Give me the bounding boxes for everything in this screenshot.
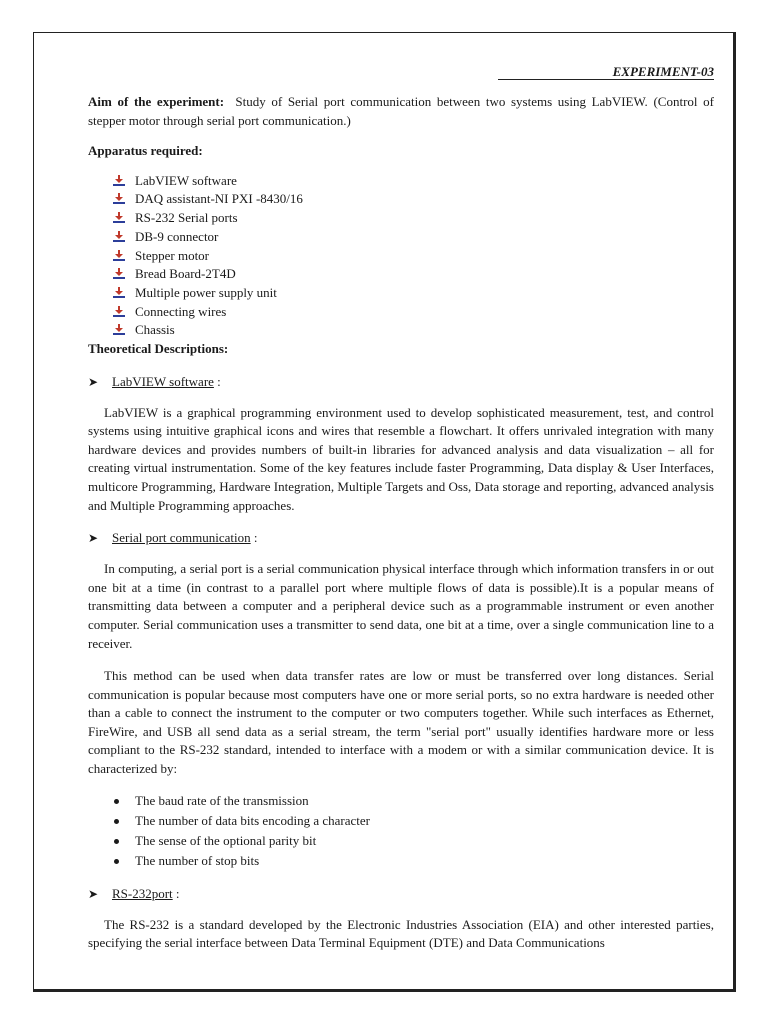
down-arrow-bullet-icon [113, 175, 125, 187]
labview-section-suffix: : [213, 373, 221, 389]
characteristic-label: The number of stop bits [135, 852, 260, 868]
bullet-dot-icon [114, 859, 119, 864]
down-arrow-bullet-icon [113, 324, 125, 336]
chevron-right-icon: ➤ [88, 886, 99, 901]
bullet-dot-icon [114, 799, 119, 804]
apparatus-item-label: DAQ assistant-NI PXI -8430/16 [135, 191, 303, 207]
labview-section-heading [88, 372, 714, 392]
apparatus-item [113, 172, 714, 191]
down-arrow-bullet-icon [113, 212, 125, 224]
apparatus-item [113, 228, 714, 247]
title-underline [498, 79, 714, 80]
serial-section-title: Serial port communication [112, 530, 251, 546]
characteristic-item [114, 791, 714, 811]
characteristic-item [114, 851, 714, 871]
aim-label: Aim of the experiment: [88, 94, 225, 109]
rs232-section-title: RS-232port [112, 885, 173, 901]
apparatus-item [113, 190, 714, 209]
characteristic-item [114, 811, 714, 831]
experiment-title [88, 62, 714, 82]
apparatus-list [88, 172, 714, 340]
serial-characteristics-list [88, 791, 714, 871]
rs232-section-suffix: : [172, 885, 180, 901]
document-body [88, 62, 714, 953]
apparatus-item-label: RS-232 Serial ports [135, 210, 238, 226]
down-arrow-bullet-icon [113, 250, 125, 262]
characteristic-label: The number of data bits encoding a character [135, 812, 370, 828]
down-arrow-bullet-icon [113, 193, 125, 205]
apparatus-item-label: Multiple power supply unit [135, 284, 277, 300]
experiment-label: EXPERIMENT-03 [612, 64, 714, 79]
apparatus-item-label: DB-9 connector [135, 228, 219, 244]
characteristic-label: The sense of the optional parity bit [135, 832, 317, 848]
characteristic-label: The baud rate of the transmission [135, 792, 309, 808]
theory-heading: Theoretical Descriptions: [88, 340, 229, 356]
apparatus-item [113, 284, 714, 303]
apparatus-item [113, 247, 714, 266]
bullet-dot-icon [114, 839, 119, 844]
labview-paragraph: LabVIEW is a graphical programming environment used to develop sophisticated measurement, test, and control systems using intuitive graphical icons and wires that resemble a flowchart. It offers unrivaled integration with many hardware devices and provides numbers of built-in libraries for advanced analysis and data visualization – all for creating virtual instrumentation. Some of the key features include faster Programming, Data display & User Interfaces, multicore Programming, Hardware Integration, Multiple Targets and Oss, Data storage and reporting, advanced analysis and Multiple Programming approaches. [88, 404, 714, 513]
serial-paragraph-2: This method can be used when data transfer rates are low or must be transferred over long distances. Serial communication is popular because most computers have one or more serial ports, so no extra hardware is needed other than a cable to connect the instrument to the computer or two computers together. While such interfaces as Ethernet, FireWire, and USB all send data as a serial stream, the term "serial port" usually identifies hardware more or less compliant to the RS-232 standard, intended to interface with a modem or with a similar communication device. It is characterized by: [88, 668, 714, 777]
serial-paragraph-1: In computing, a serial port is a serial communication physical interface through which information transfers in or out one bit at a time (in contrast to a parallel port where multiple flows of data is possible).It is a popular means of transmitting data between a computer and a peripheral device such as a programmable instrument or even another computer. Serial communication uses a transmitter to send data, one bit at a time, over a single communication line to a receiver. [88, 561, 714, 651]
characteristic-item [114, 831, 714, 851]
aim-text: Study of Serial port communication between two systems using LabVIEW. (Control of stepper motor through serial port communication.) [88, 94, 714, 128]
apparatus-item [113, 303, 714, 322]
apparatus-item-label: Stepper motor [135, 247, 210, 263]
bullet-dot-icon [114, 819, 119, 824]
apparatus-item [113, 209, 714, 228]
apparatus-item [113, 321, 714, 340]
serial-section-heading [88, 528, 714, 548]
apparatus-item [113, 265, 714, 284]
down-arrow-bullet-icon [113, 231, 125, 243]
apparatus-item-label: Bread Board-2T4D [135, 266, 236, 282]
chevron-right-icon: ➤ [88, 531, 99, 546]
apparatus-item-label: Connecting wires [135, 303, 227, 319]
chevron-right-icon: ➤ [88, 374, 99, 389]
labview-section-title: LabVIEW software [112, 373, 214, 389]
apparatus-heading: Apparatus required: [88, 143, 203, 159]
down-arrow-bullet-icon [113, 306, 125, 318]
down-arrow-bullet-icon [113, 268, 125, 280]
serial-section-suffix: : [250, 530, 258, 546]
aim-paragraph [88, 93, 714, 130]
rs232-paragraph: The RS-232 is a standard developed by the Electronic Industries Association (EIA) and other interested parties, specifying the serial interface between Data Terminal Equipment (DTE) and Data Communications [88, 916, 714, 951]
down-arrow-bullet-icon [113, 287, 125, 299]
apparatus-item-label: LabVIEW software [135, 172, 237, 188]
rs232-section-heading [88, 884, 714, 904]
apparatus-item-label: Chassis [135, 322, 175, 338]
